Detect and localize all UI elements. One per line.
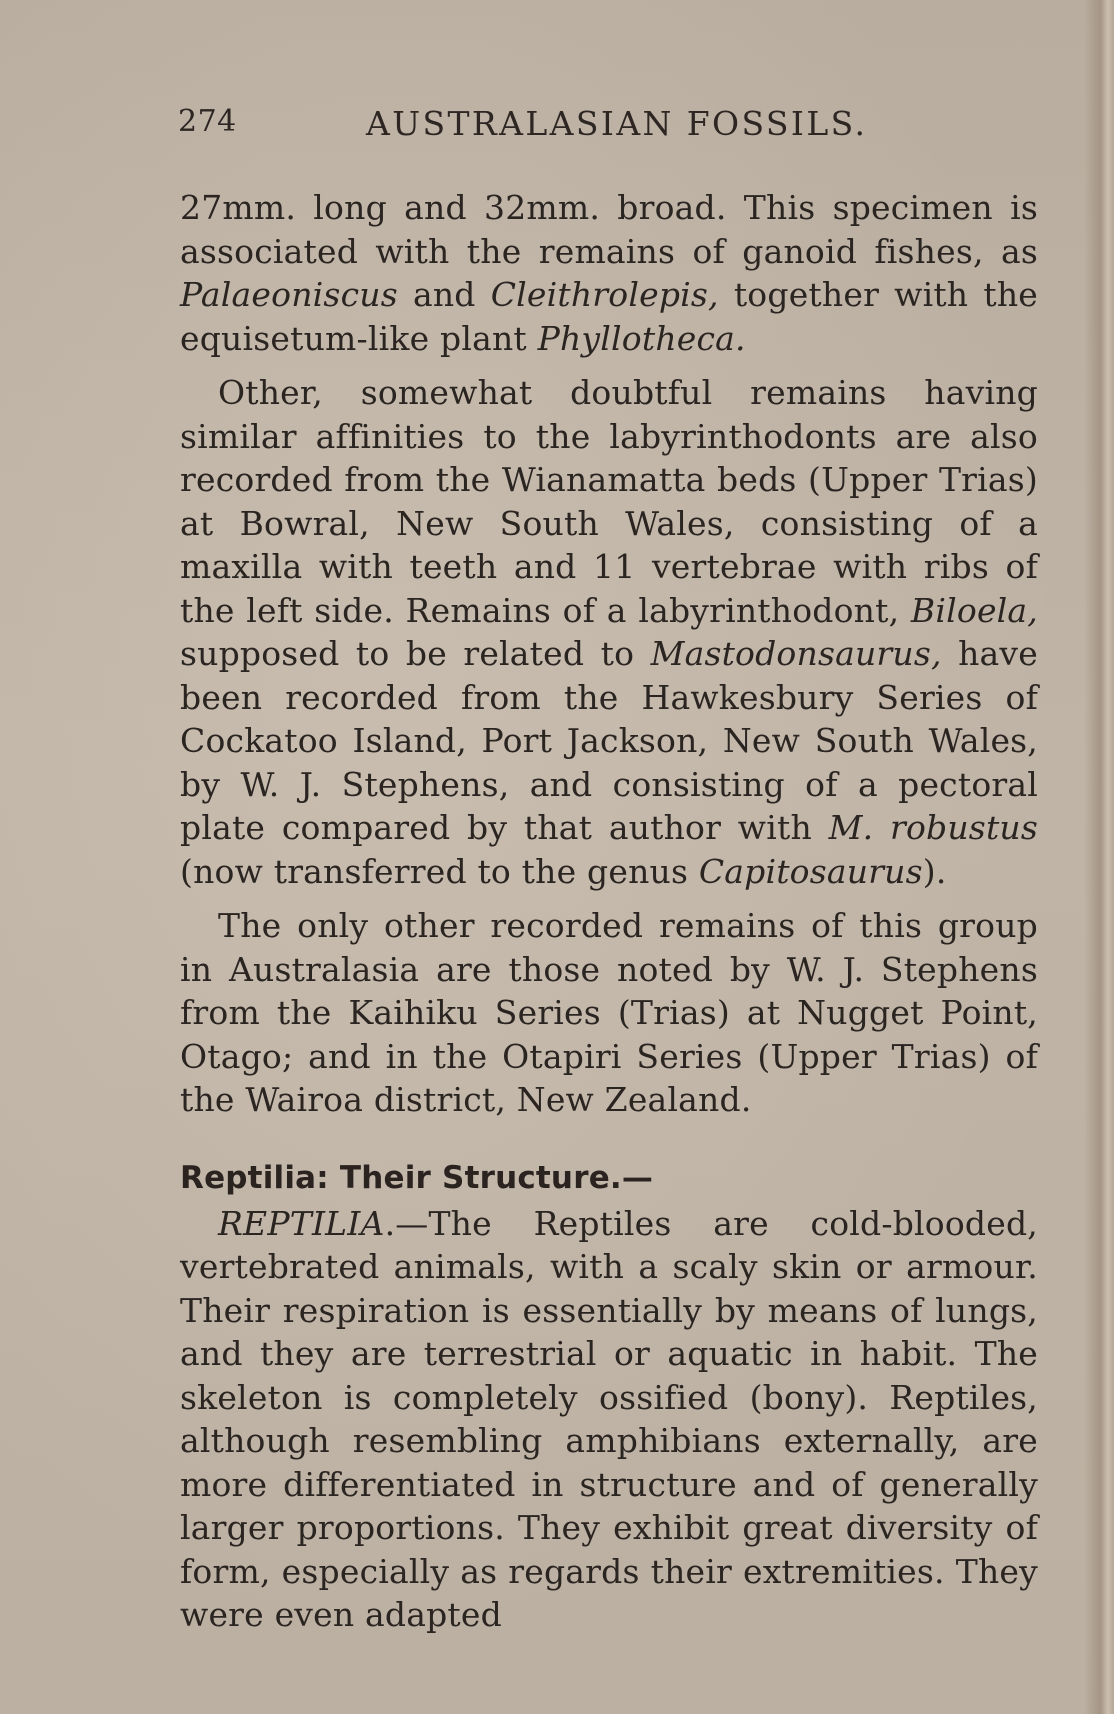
page-header bbox=[178, 104, 1036, 148]
group-name: REPTILIA bbox=[218, 1203, 385, 1243]
genus-name: Biloela, bbox=[910, 590, 1038, 630]
page-edge bbox=[1084, 0, 1114, 1714]
text-run: Other, somewhat doubtful remains having similar affinities to the labyrinthodonts are also recorded from the Wianamatta beds (Upper Trias) at Bowral, New South Wales, consisting of a maxilla with teeth and 11 vertebrae with ribs of the left side. Remains of a labyrinthodont, bbox=[180, 373, 1038, 630]
text-run: 27mm. long and 32mm. broad. This specimen is associated with the remains of ganoid fishes, as bbox=[180, 188, 1038, 271]
genus-name: Capitosaurus bbox=[698, 851, 923, 891]
species-name: M. robustus bbox=[828, 808, 1038, 847]
text-run: together with the equisetum-like plant bbox=[180, 275, 1038, 358]
text-run: (now transferred to the genus bbox=[180, 851, 699, 891]
paragraph bbox=[180, 1202, 1038, 1637]
paragraph bbox=[180, 904, 1038, 1122]
running-title: AUSTRALASIAN FOSSILS. bbox=[366, 104, 868, 143]
genus-name: Phyllotheca. bbox=[537, 318, 746, 358]
section-heading: Reptilia: Their Structure.— bbox=[180, 1159, 654, 1196]
text-run: .—The Reptiles are cold-blooded, vertebrated animals, with a scaly skin or armour. Their respiration is essentially by means of lungs, and they are terrestrial or aquatic in habit. The skeleton is completely ossified (bony). Reptiles, although resembling amphibians externally, are more differentiated in structure and of generally larger proportions. They exhibit great diversity of form, especially as regards their extremities. They were even adapted bbox=[180, 1203, 1038, 1634]
paragraph bbox=[180, 371, 1038, 893]
genus-name: Cleithrolepis, bbox=[490, 275, 719, 314]
page-number: 274 bbox=[178, 104, 237, 139]
text-run: have been recorded from the Hawkesbury Series of Cockatoo Island, Port Jackson, New South Wales, by W. J. Stephens, and consisting of a pectoral plate compared by that author with bbox=[180, 634, 1038, 847]
paragraph-continued bbox=[180, 186, 1038, 360]
text-run: and bbox=[397, 275, 491, 314]
text-run: ). bbox=[922, 851, 947, 891]
section-reptilia bbox=[180, 1157, 1038, 1637]
text-run: supposed to be related to bbox=[180, 634, 651, 673]
text-run: The only other recorded remains of this group in Australasia are those noted by W. J. Stephens from the Kaihiku Series (Trias) at Nugget Point, Otago; and in the Otapiri Series (Upper Trias) of the Wairoa district, New Zealand. bbox=[180, 906, 1038, 1119]
genus-name: Mastodonsaurus, bbox=[650, 634, 942, 673]
body-text bbox=[180, 186, 1038, 1637]
genus-name: Palaeoniscus bbox=[180, 275, 398, 314]
